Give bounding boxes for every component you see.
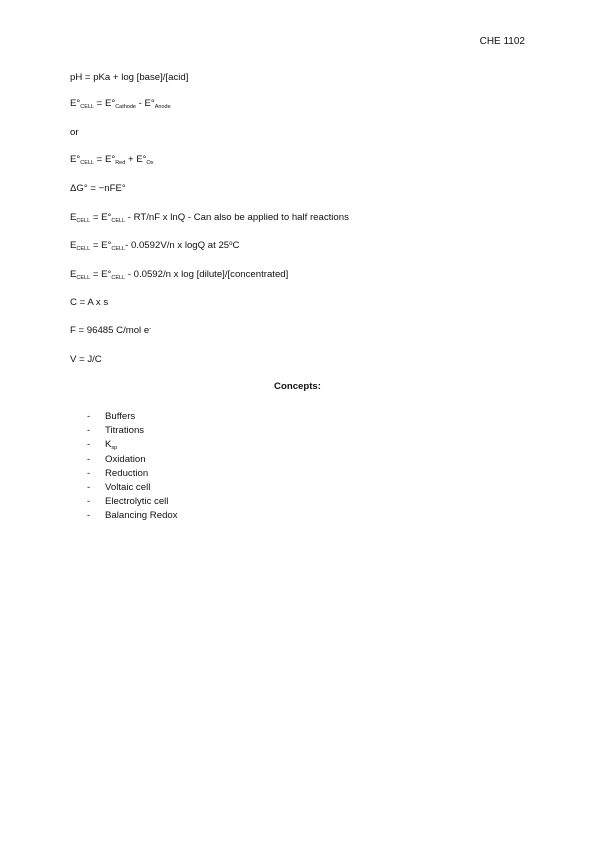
nernst-equation-general: $E_{CELL} = E^\circ_{CELL} - RT/nF$ x lnQ - Can also be applied to half reactions xyxy=(70,212,349,224)
concepts-list xyxy=(87,410,178,524)
list-dash: - xyxy=(87,467,91,479)
list-dash: - xyxy=(87,425,91,437)
faraday-constant: F = 96485 C/mol e- xyxy=(70,325,152,336)
list-dash: - xyxy=(87,411,91,422)
list-dash: - xyxy=(87,510,91,522)
list-item: - Titrations xyxy=(87,424,178,438)
or-text: or xyxy=(70,127,79,138)
volt-definition: V = J/C xyxy=(70,354,102,365)
gibbs-free-energy-equation: ΔG° = −nFE° xyxy=(70,183,126,194)
list-item: - Balancing Redox xyxy=(87,509,178,523)
list-dash: - xyxy=(87,439,91,451)
standard-cell-potential-equation-red-ox: $E^\circ_{CELL} = E^\circ_{Red} + E^\circ_{Ox}$ xyxy=(70,154,154,166)
list-dash: - xyxy=(87,453,91,465)
course-code: CHE 1102 xyxy=(479,36,525,47)
list-item: - Buffers xyxy=(87,410,178,424)
list-item: - Reduction xyxy=(87,467,178,481)
list-item: - Voltaic cell xyxy=(87,481,178,495)
list-item: - $K_{sp}$ xyxy=(87,439,118,452)
list-item: - Electrolytic cell xyxy=(87,495,178,509)
list-dash: - xyxy=(87,482,91,494)
charge-equation: C = A x s xyxy=(70,297,109,308)
list-dash: - xyxy=(87,496,91,508)
standard-cell-potential-equation-cathode-anode: $E^\circ_{CELL} = E^\circ_{Cathode} - E^\circ_{Anode}$ xyxy=(70,98,171,110)
list-item: - Oxidation xyxy=(87,453,178,467)
henderson-hasselbalch-equation: pH = pKa + log [base]/[acid] xyxy=(70,72,189,83)
nernst-equation-concentration-cell: $E_{CELL} = E^\circ_{CELL} - 0.0592/n$ x log [dilute]/[concentrated] xyxy=(70,269,289,281)
nernst-equation-25c: $E_{CELL} = E^\circ_{CELL}-$ 0.0592V/n x logQ at 25$^o$C xyxy=(70,240,240,252)
concepts-heading: Concepts: xyxy=(274,381,321,392)
